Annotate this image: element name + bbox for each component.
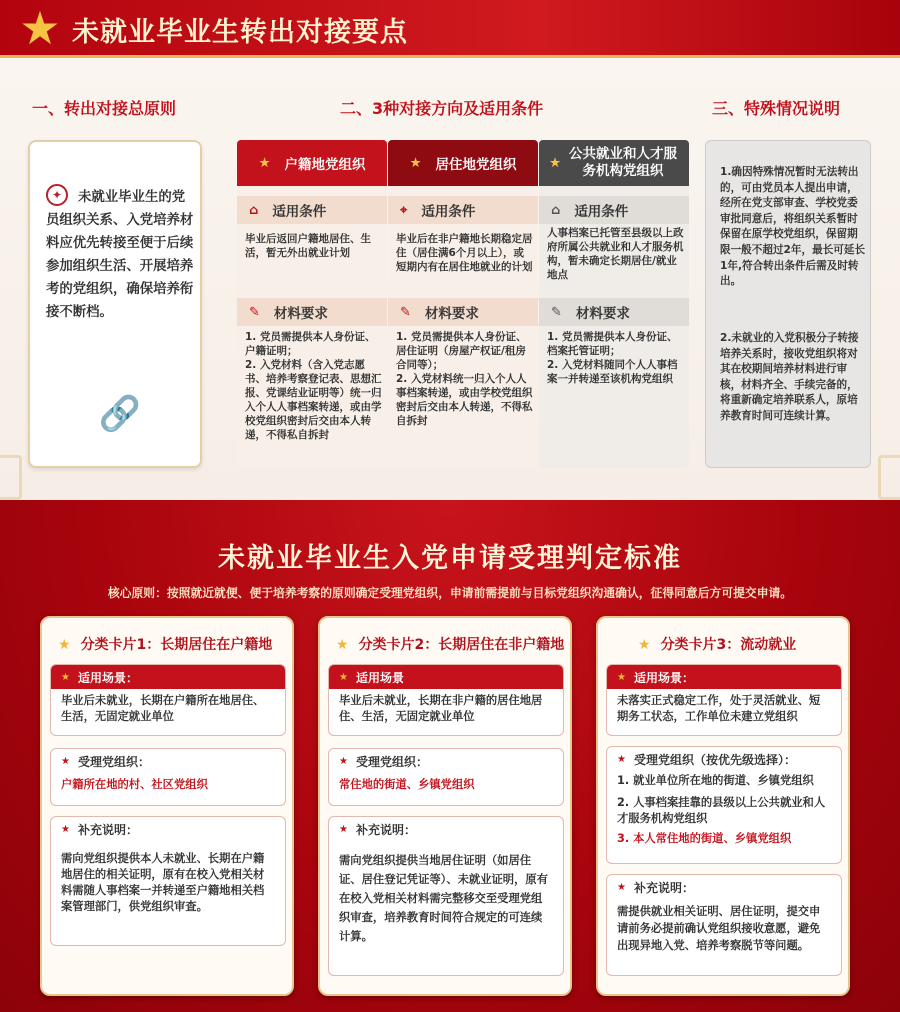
note-text: 需提供就业相关证明、居住证明，提交申请前务必提前确认党组织接收意愿，避免出现异地入党、培养考察脱节等问题。	[617, 905, 821, 952]
note-text: 需向党组织提供本人未就业、长期在户籍地居住的相关证明，原有在校入党相关材料需随人事档案一并转递至户籍地相关档案管理部门，供党组织审查。	[61, 852, 265, 913]
star-icon: ★	[549, 154, 562, 171]
org-item: 3. 本人常住地的街道、乡镇党组织	[617, 832, 792, 845]
condition-header	[237, 196, 387, 224]
document-icon: ✎	[400, 304, 411, 320]
condition-label: 适用条件	[574, 204, 629, 220]
star-icon: ★	[336, 637, 349, 653]
ornament-right	[878, 455, 900, 500]
scene-label: 适用场景	[355, 670, 404, 685]
direction-header	[539, 140, 689, 186]
star-icon: ★	[339, 755, 348, 767]
principle-text: 未就业毕业生的党员组织关系、入党培养材料应优先转接至便于后续参加组织生活、开展培养考的党组织，确保培养衔接不断档。	[46, 190, 194, 320]
note-label: 补充说明：	[633, 880, 694, 895]
material-text: 1. 党员需提供本人身份证、档案托管证明； 2. 入党材料随同个人人事档案一并转递至该机构党组织	[547, 331, 678, 385]
direction-column-1	[237, 140, 387, 468]
material-label: 材料要求	[273, 306, 328, 322]
scene-box	[328, 664, 564, 736]
org-item: 2. 人事档案挂靠的县级以上公共就业和人才服务机构党组织	[617, 796, 826, 825]
home-icon: ⌂	[249, 202, 259, 218]
star-icon: ★	[61, 671, 70, 683]
card-title-text: 分类卡片2：长期居住在非户籍地	[358, 637, 565, 653]
star-icon: ★	[409, 155, 422, 171]
direction-header	[237, 140, 387, 186]
condition-label: 适用条件	[272, 204, 327, 220]
scene-label: 适用场景：	[77, 670, 138, 685]
star-icon: ★	[339, 823, 348, 835]
star-icon: ★	[638, 637, 651, 653]
org-box	[50, 748, 286, 806]
note-label: 补充说明：	[77, 822, 138, 837]
note-header	[329, 817, 563, 841]
condition-header	[388, 196, 538, 224]
material-label: 材料要求	[575, 306, 630, 322]
card-title-text: 分类卡片3：流动就业	[660, 637, 797, 653]
card-title-text: 分类卡片1：长期居住在户籍地	[80, 637, 273, 653]
institution-icon: ⌂	[551, 202, 561, 218]
document-icon: ✎	[551, 304, 562, 320]
org-label: 受理党组织：	[77, 754, 150, 769]
page-title: 未就业毕业生转出对接要点	[72, 17, 408, 48]
material-header	[237, 298, 387, 326]
material-text: 1. 党员需提供本人身份证、居住证明（房屋产权证/租房合同等）； 2. 入党材料统一归入个人人事档案转递，或由学校党组织密封后交由本人转递，不得私自拆封	[396, 331, 533, 427]
card-title	[42, 634, 292, 654]
org-header	[329, 749, 563, 773]
org-text: 常住地的街道、乡镇党组织	[339, 778, 475, 791]
star-icon: ★	[617, 671, 626, 683]
special-note-1: 1.确因特殊情况暂时无法转出的，可由党员本人提出申请，经所在党支部审查、学校党委审批同意后，将组织关系暂时保留在原学校党组织，保留期限一般不超过2年，最长可延长1年,符合转出条件后需及时转出。	[720, 166, 866, 288]
star-icon: ★	[617, 881, 626, 893]
card-title	[598, 634, 848, 654]
section-title-3: 三、特殊情况说明	[712, 99, 841, 118]
scene-box	[50, 664, 286, 736]
scene-header	[329, 665, 563, 689]
note-box	[328, 816, 564, 976]
core-principle: 核心原则：按照就近就便、便于培养考察的原则确定受理党组织，申请前需提前与目标党组织沟通确认，征得同意后方可提交申请。	[107, 586, 793, 600]
section-title-2: 二、3种对接方向及适用条件	[340, 99, 544, 118]
star-icon: ★	[58, 637, 71, 653]
star-icon: ★	[339, 671, 348, 683]
note-box	[606, 874, 842, 976]
condition-text: 毕业后返回户籍地居住、生活，暂无外出就业计划	[245, 233, 371, 259]
direction-column-3	[539, 140, 689, 468]
scene-label: 适用场景：	[633, 670, 694, 685]
special-note-2: 2.未就业的入党积极分子转接培养关系时，接收党组织将对其在校期间培养材料进行审核，材料齐全、手续完备的，将重新确定培养联系人，原培养教育时间可连续计算。	[720, 332, 859, 422]
scene-box	[606, 664, 842, 736]
direction-column-2	[388, 140, 538, 468]
org-header	[51, 749, 285, 773]
condition-header	[539, 196, 689, 224]
location-pin-icon: ⌖	[400, 202, 408, 218]
note-box	[50, 816, 286, 946]
principle-card	[28, 140, 202, 468]
document-icon: ✎	[249, 304, 260, 320]
scene-header	[607, 665, 841, 689]
direction-title: 户籍地党组织	[284, 157, 366, 173]
compass-icon: ✦	[46, 184, 68, 206]
org-box	[606, 746, 842, 864]
scene-text: 未落实正式稳定工作，处于灵活就业、短期务工状态，工作单位未建立党组织	[617, 694, 821, 723]
note-text: 需向党组织提供当地居住证明（如居住证、居住登记凭证等）、未就业证明，原有在校入党相关材料需完整移交至受理党组织审查，培养教育时间符合规定的可连续计算。	[339, 854, 548, 943]
direction-header	[388, 140, 538, 186]
star-icon: ★	[258, 155, 271, 171]
material-text: 1. 党员需提供本人身份证、户籍证明； 2. 入党材料（含入党志愿书、培养考察登记表、思想汇报、党课结业证明等）统一归入个人人事档案转递，或由学校党组织密封后交由本人转递，不得私自拆封	[245, 331, 382, 441]
star-icon: ★	[19, 1, 61, 55]
note-header	[51, 817, 285, 841]
special-cases-card	[705, 140, 871, 468]
org-box	[328, 748, 564, 806]
org-item: 1. 就业单位所在地的街道、乡镇党组织	[617, 774, 814, 787]
org-label: 受理党组织：	[355, 754, 428, 769]
material-label: 材料要求	[424, 306, 479, 322]
chain-link-icon: 🔗	[98, 394, 142, 434]
header-banner	[0, 0, 900, 58]
scene-text: 毕业后未就业，长期在非户籍的居住地居住、生活，无固定就业单位	[339, 694, 543, 723]
condition-text: 人事档案已托管至县级以上政府所属公共就业和人才服务机构，暂未确定长期居住/就业地点	[547, 227, 684, 281]
category-card-3	[596, 616, 850, 996]
star-icon: ★	[61, 755, 70, 767]
category-card-1	[40, 616, 294, 996]
card-title	[320, 634, 570, 654]
direction-title: 居住地党组织	[435, 157, 517, 173]
material-header	[539, 298, 689, 326]
scene-header	[51, 665, 285, 689]
scene-text: 毕业后未就业，长期在户籍所在地居住、生活，无固定就业单位	[61, 694, 265, 723]
condition-text: 毕业后在非户籍地长期稳定居住（居住满6个月以上），或短期内有在居住地就业的计划	[396, 233, 533, 273]
star-icon: ★	[617, 753, 626, 765]
star-icon: ★	[61, 823, 70, 835]
ornament-left	[0, 455, 22, 500]
note-header	[607, 875, 841, 899]
org-header	[607, 747, 841, 771]
category-card-2	[318, 616, 572, 996]
org-text: 户籍所在地的村、社区党组织	[61, 778, 208, 791]
bottom-title: 未就业毕业生入党申请受理判定标准	[218, 543, 682, 574]
direction-title: 公共就业和人才服务机构党组织	[569, 146, 678, 179]
condition-label: 适用条件	[421, 204, 476, 220]
material-header	[388, 298, 538, 326]
org-label: 受理党组织（按优先级选择）：	[633, 752, 796, 767]
note-label: 补充说明：	[355, 822, 416, 837]
section-title-1: 一、转出对接总原则	[32, 99, 177, 118]
